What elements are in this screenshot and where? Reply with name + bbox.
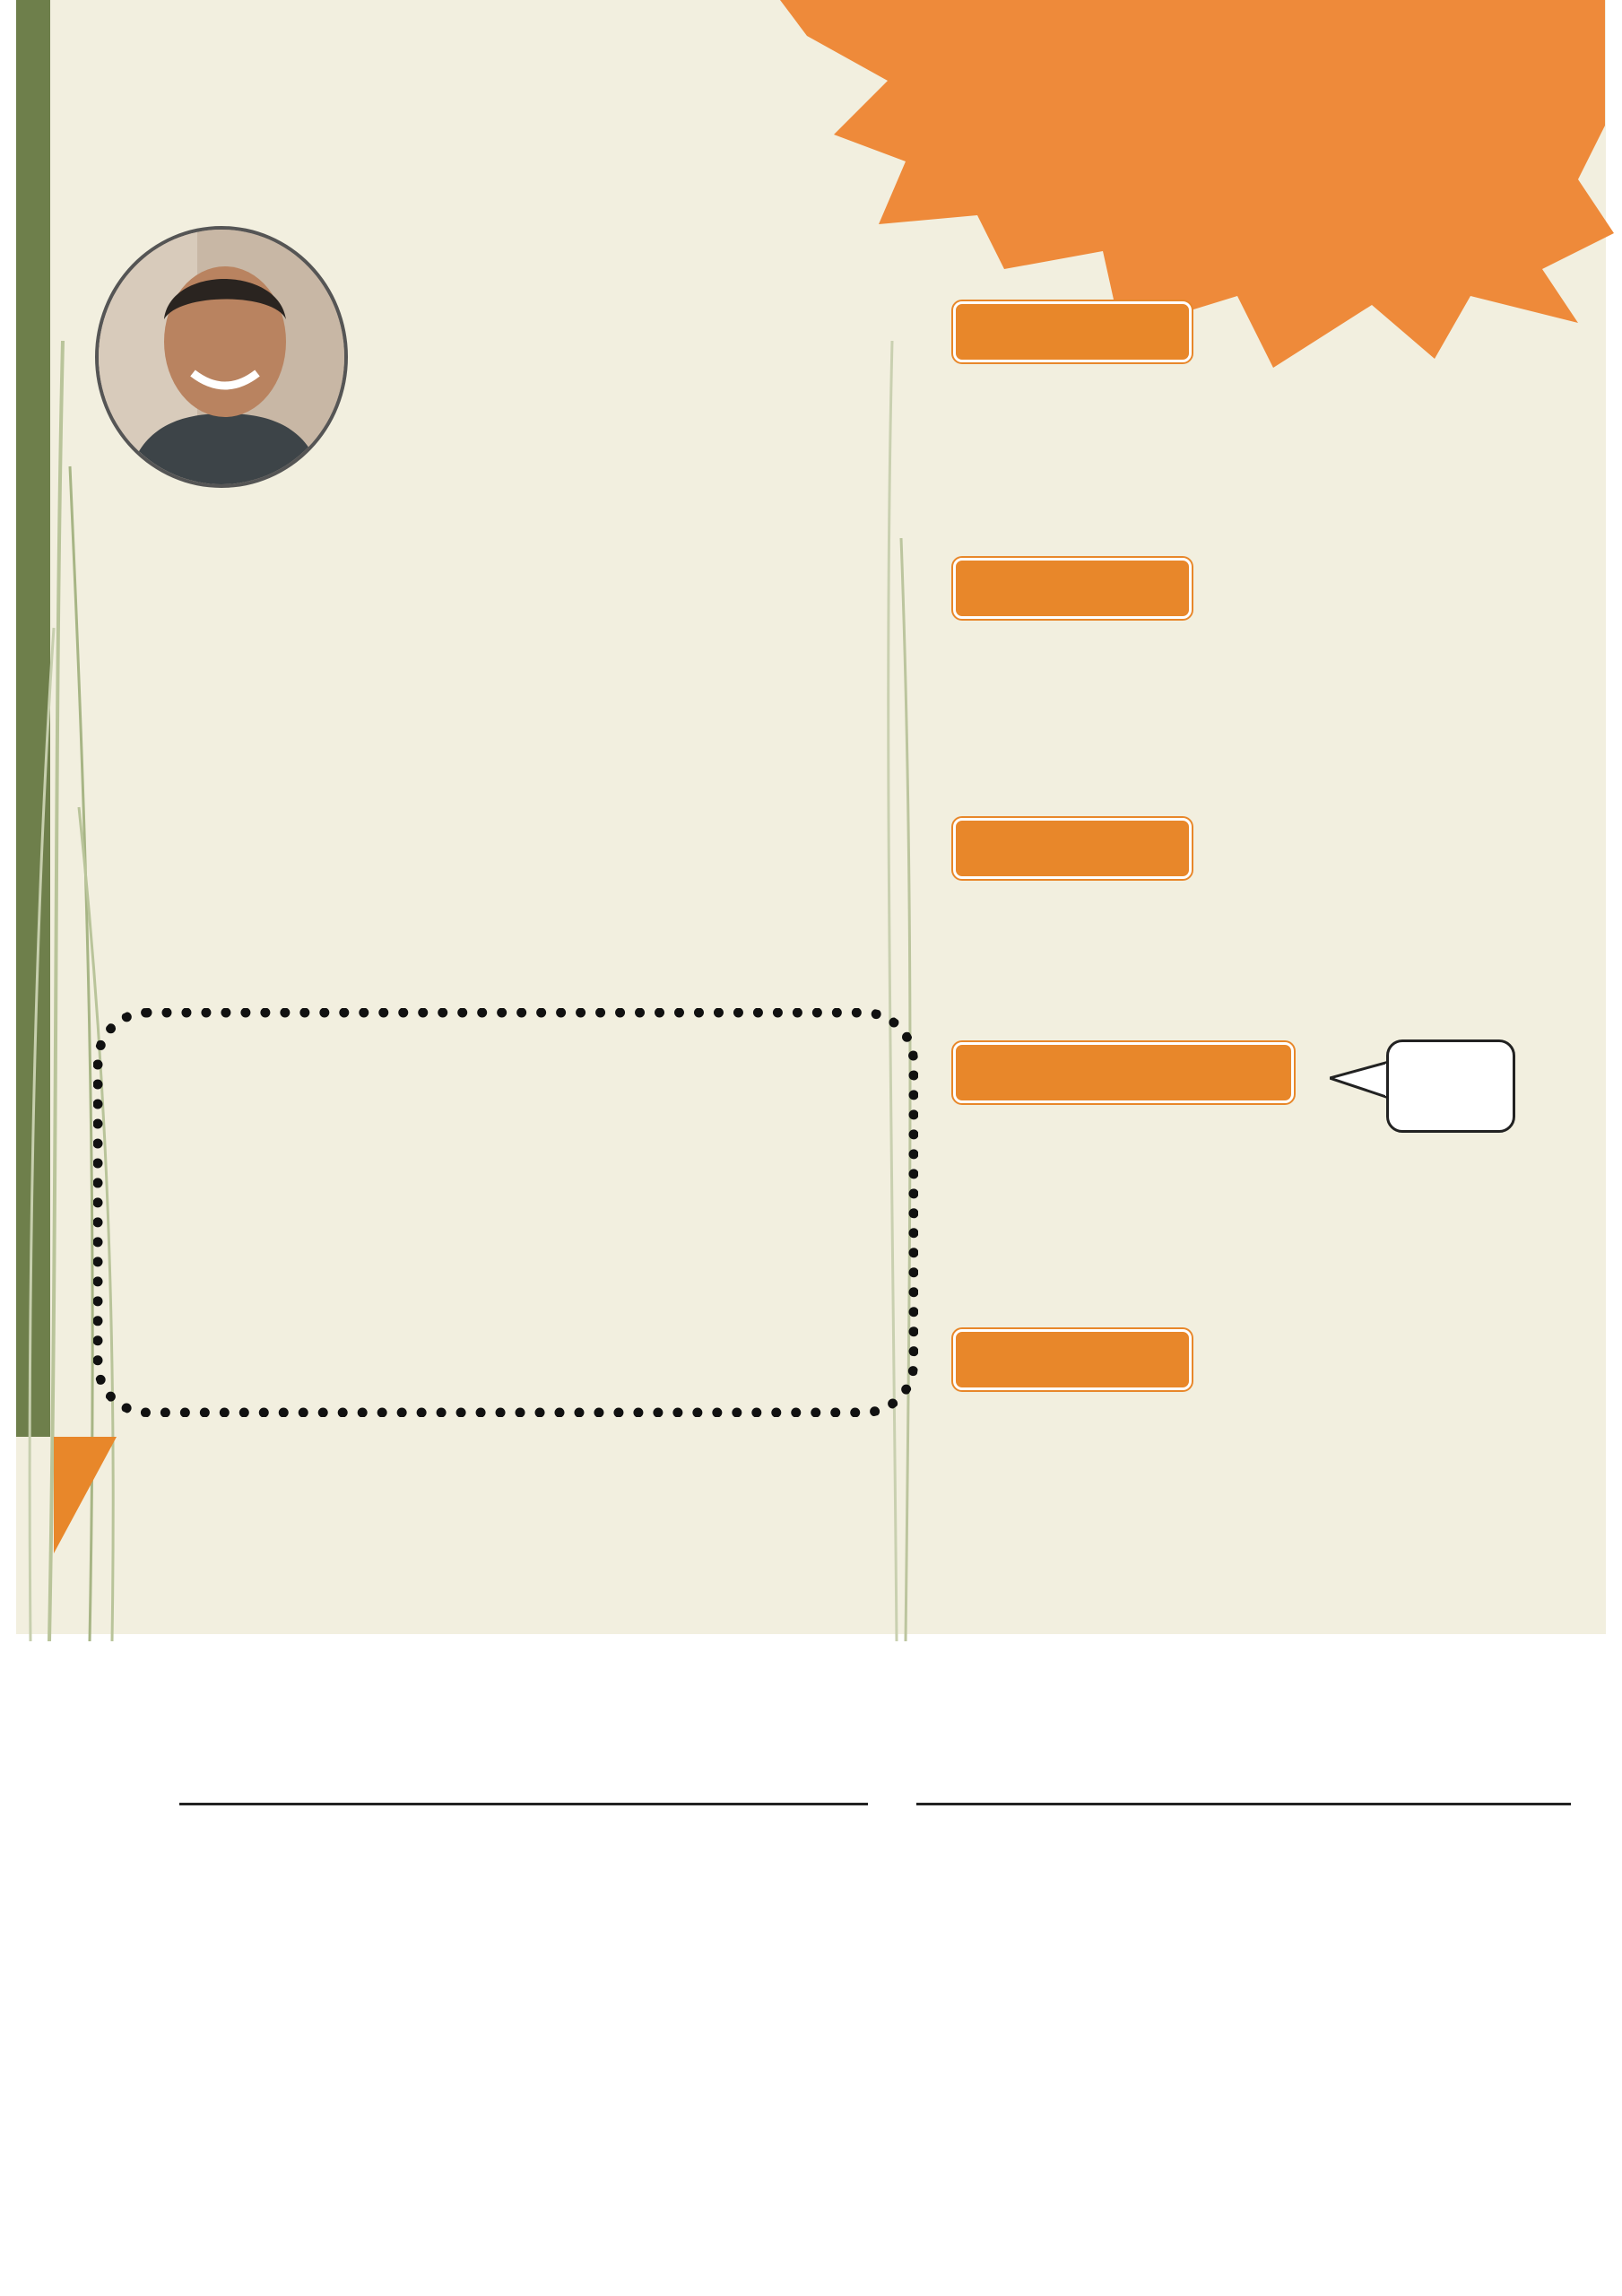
capacity-callout-tail <box>1330 1058 1392 1103</box>
keynote-badge <box>953 1329 1192 1390</box>
session-3-badge <box>953 818 1192 879</box>
session-4-badge <box>953 1042 1294 1103</box>
session-2-badge <box>953 558 1192 619</box>
company-field[interactable] <box>179 1803 868 1805</box>
name-field[interactable] <box>916 1803 1571 1805</box>
session-1-badge <box>953 301 1192 362</box>
capacity-callout <box>1386 1039 1515 1133</box>
event-info-box <box>93 1008 918 1417</box>
transport-route-1 <box>95 1514 119 1542</box>
transport-route-2 <box>95 1543 119 1570</box>
chairman-portrait <box>95 226 348 488</box>
